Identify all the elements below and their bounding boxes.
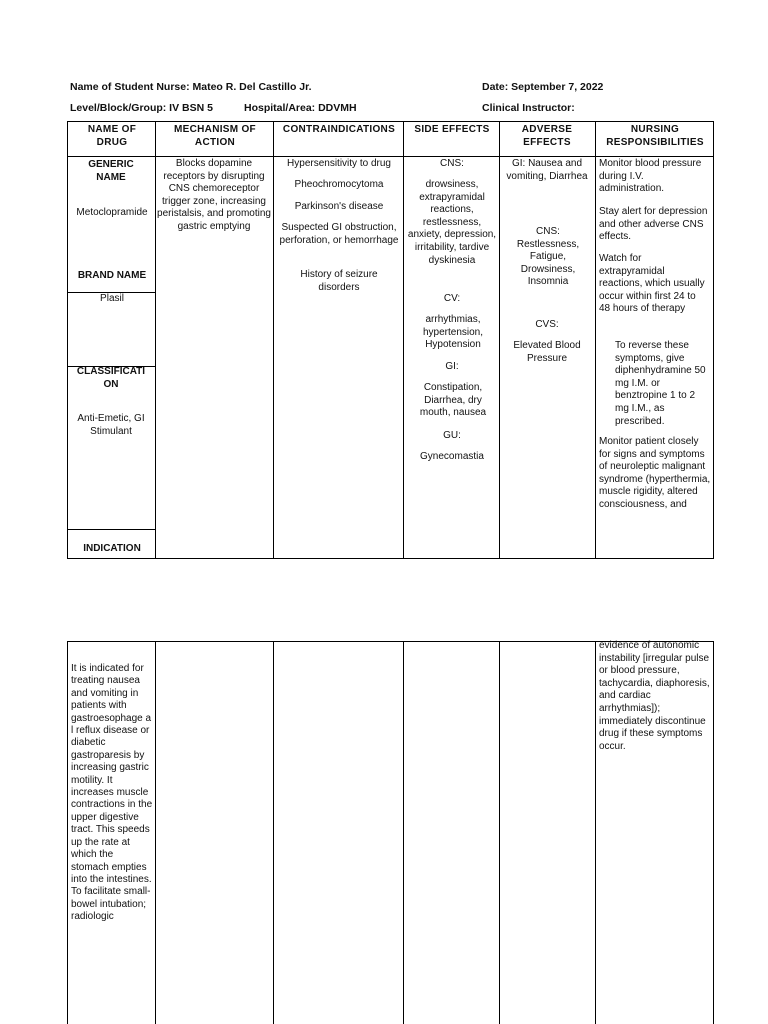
col-header-contraindications: CONTRAINDICATIONS (282, 124, 396, 135)
contraindication-item: Parkinson's disease (294, 201, 384, 212)
classification-value: Anti-Emetic, GI Stimulant (77, 413, 145, 437)
side-effect-text: Constipation, Diarrhea, dry mouth, nausea (419, 382, 487, 419)
contraindication-item: Suspected GI obstruction, perforation, or hemorrhage (279, 222, 399, 246)
col-header-adverse-effects: ADVERSE EFFECTS (521, 124, 573, 148)
col-header-name-of-drug: NAME OF DRUG (87, 124, 137, 148)
side-effect-text: drowsiness, extrapyramidal reactions, restlessness, anxiety, depression, irritability, tardive dyskinesia (407, 179, 497, 266)
drug-study-table (67, 121, 714, 559)
contraindication-item: Hypersensitivity to drug (287, 158, 391, 169)
classification-label: CLASSIFICATI ON (76, 366, 146, 390)
adverse-effect-text: GI: Nausea and vomiting, Diarrhea (506, 158, 588, 182)
indication-text: It is indicated for treating nausea and vomiting in patients with gastroesophage a l reflux disease or diabetic gastroparesis by increasing gastric motility. It increases muscle contractions in the upper digestive tract. This speeds up the rate at which the stomach empties into the intestines. To facilitate small-bowel intubation; radiologic (71, 663, 153, 923)
contraindication-item: History of seizure disorders (300, 269, 378, 293)
mechanism-text: Blocks dopamine receptors by disrupting CNS chemoreceptor trigger zone, increasing peristalsis, and promoting gastric emptying (157, 158, 271, 232)
side-effect-heading: GI: (445, 361, 459, 372)
adverse-effect-text: Elevated Blood Pressure (513, 340, 581, 364)
nursing-continued-text: evidence of autonomic instability [irregular pulse or blood pressure, tachycardia, diaphoresis, and cardiac arrhythmias]); immediately discontinue drug if these symptoms occur. (599, 640, 710, 752)
student-nurse-label: Name of Student Nurse: Mateo R. Del Castillo Jr. (70, 81, 312, 93)
clinical-instructor-label: Clinical Instructor: (482, 102, 575, 114)
brand-name-label: BRAND NAME (77, 270, 147, 281)
adverse-effect-heading: CVS: (535, 319, 559, 330)
side-effect-text: Gynecomastia (420, 451, 484, 462)
adverse-effect-text: CNS: Restlessness, Fatigue, Drowsiness, Insomnia (516, 226, 580, 288)
nursing-item: To reverse these symptoms, give diphenhydramine 50 mg I.M. or benztropine 1 to 2 mg I.M., as prescribed. (615, 340, 706, 427)
brand-name-value: Plasil (100, 293, 124, 304)
side-effect-heading: CNS: (440, 158, 464, 169)
level-block-group-label: Level/Block/Group: IV BSN 5 (70, 102, 213, 114)
nursing-item: Monitor blood pressure during I.V. administration. (599, 158, 702, 195)
nursing-item: Stay alert for depression and other adverse CNS effects. (599, 206, 708, 243)
side-effect-text: arrhythmias, hypertension, Hypotension (422, 314, 484, 351)
col-header-side-effects: SIDE EFFECTS (414, 124, 490, 135)
nursing-item: Watch for extrapyramidal reactions, which usually occur within first 24 to 48 hours of therapy (599, 253, 705, 315)
generic-name-value: Metoclopramide (76, 207, 148, 218)
col-header-mechanism: MECHANISM OF ACTION (174, 124, 256, 148)
generic-name-label: GENERIC NAME (88, 159, 134, 183)
date-label: Date: September 7, 2022 (482, 81, 604, 93)
indication-label: INDICATION (83, 543, 141, 554)
col-header-nursing: NURSING RESPONSIBILITIES (606, 124, 704, 148)
side-effect-heading: CV: (443, 293, 461, 304)
drug-study-table-continued (67, 641, 714, 1024)
nursing-item: Monitor patient closely for signs and symptoms of neuroleptic malignant syndrome (hyperthermia, muscle rigidity, altered consciousness, and (599, 436, 711, 510)
side-effect-heading: GU: (443, 430, 461, 441)
hospital-area-label: Hospital/Area: DDVMH (244, 102, 357, 114)
contraindication-item: Pheochromocytoma (294, 179, 384, 190)
